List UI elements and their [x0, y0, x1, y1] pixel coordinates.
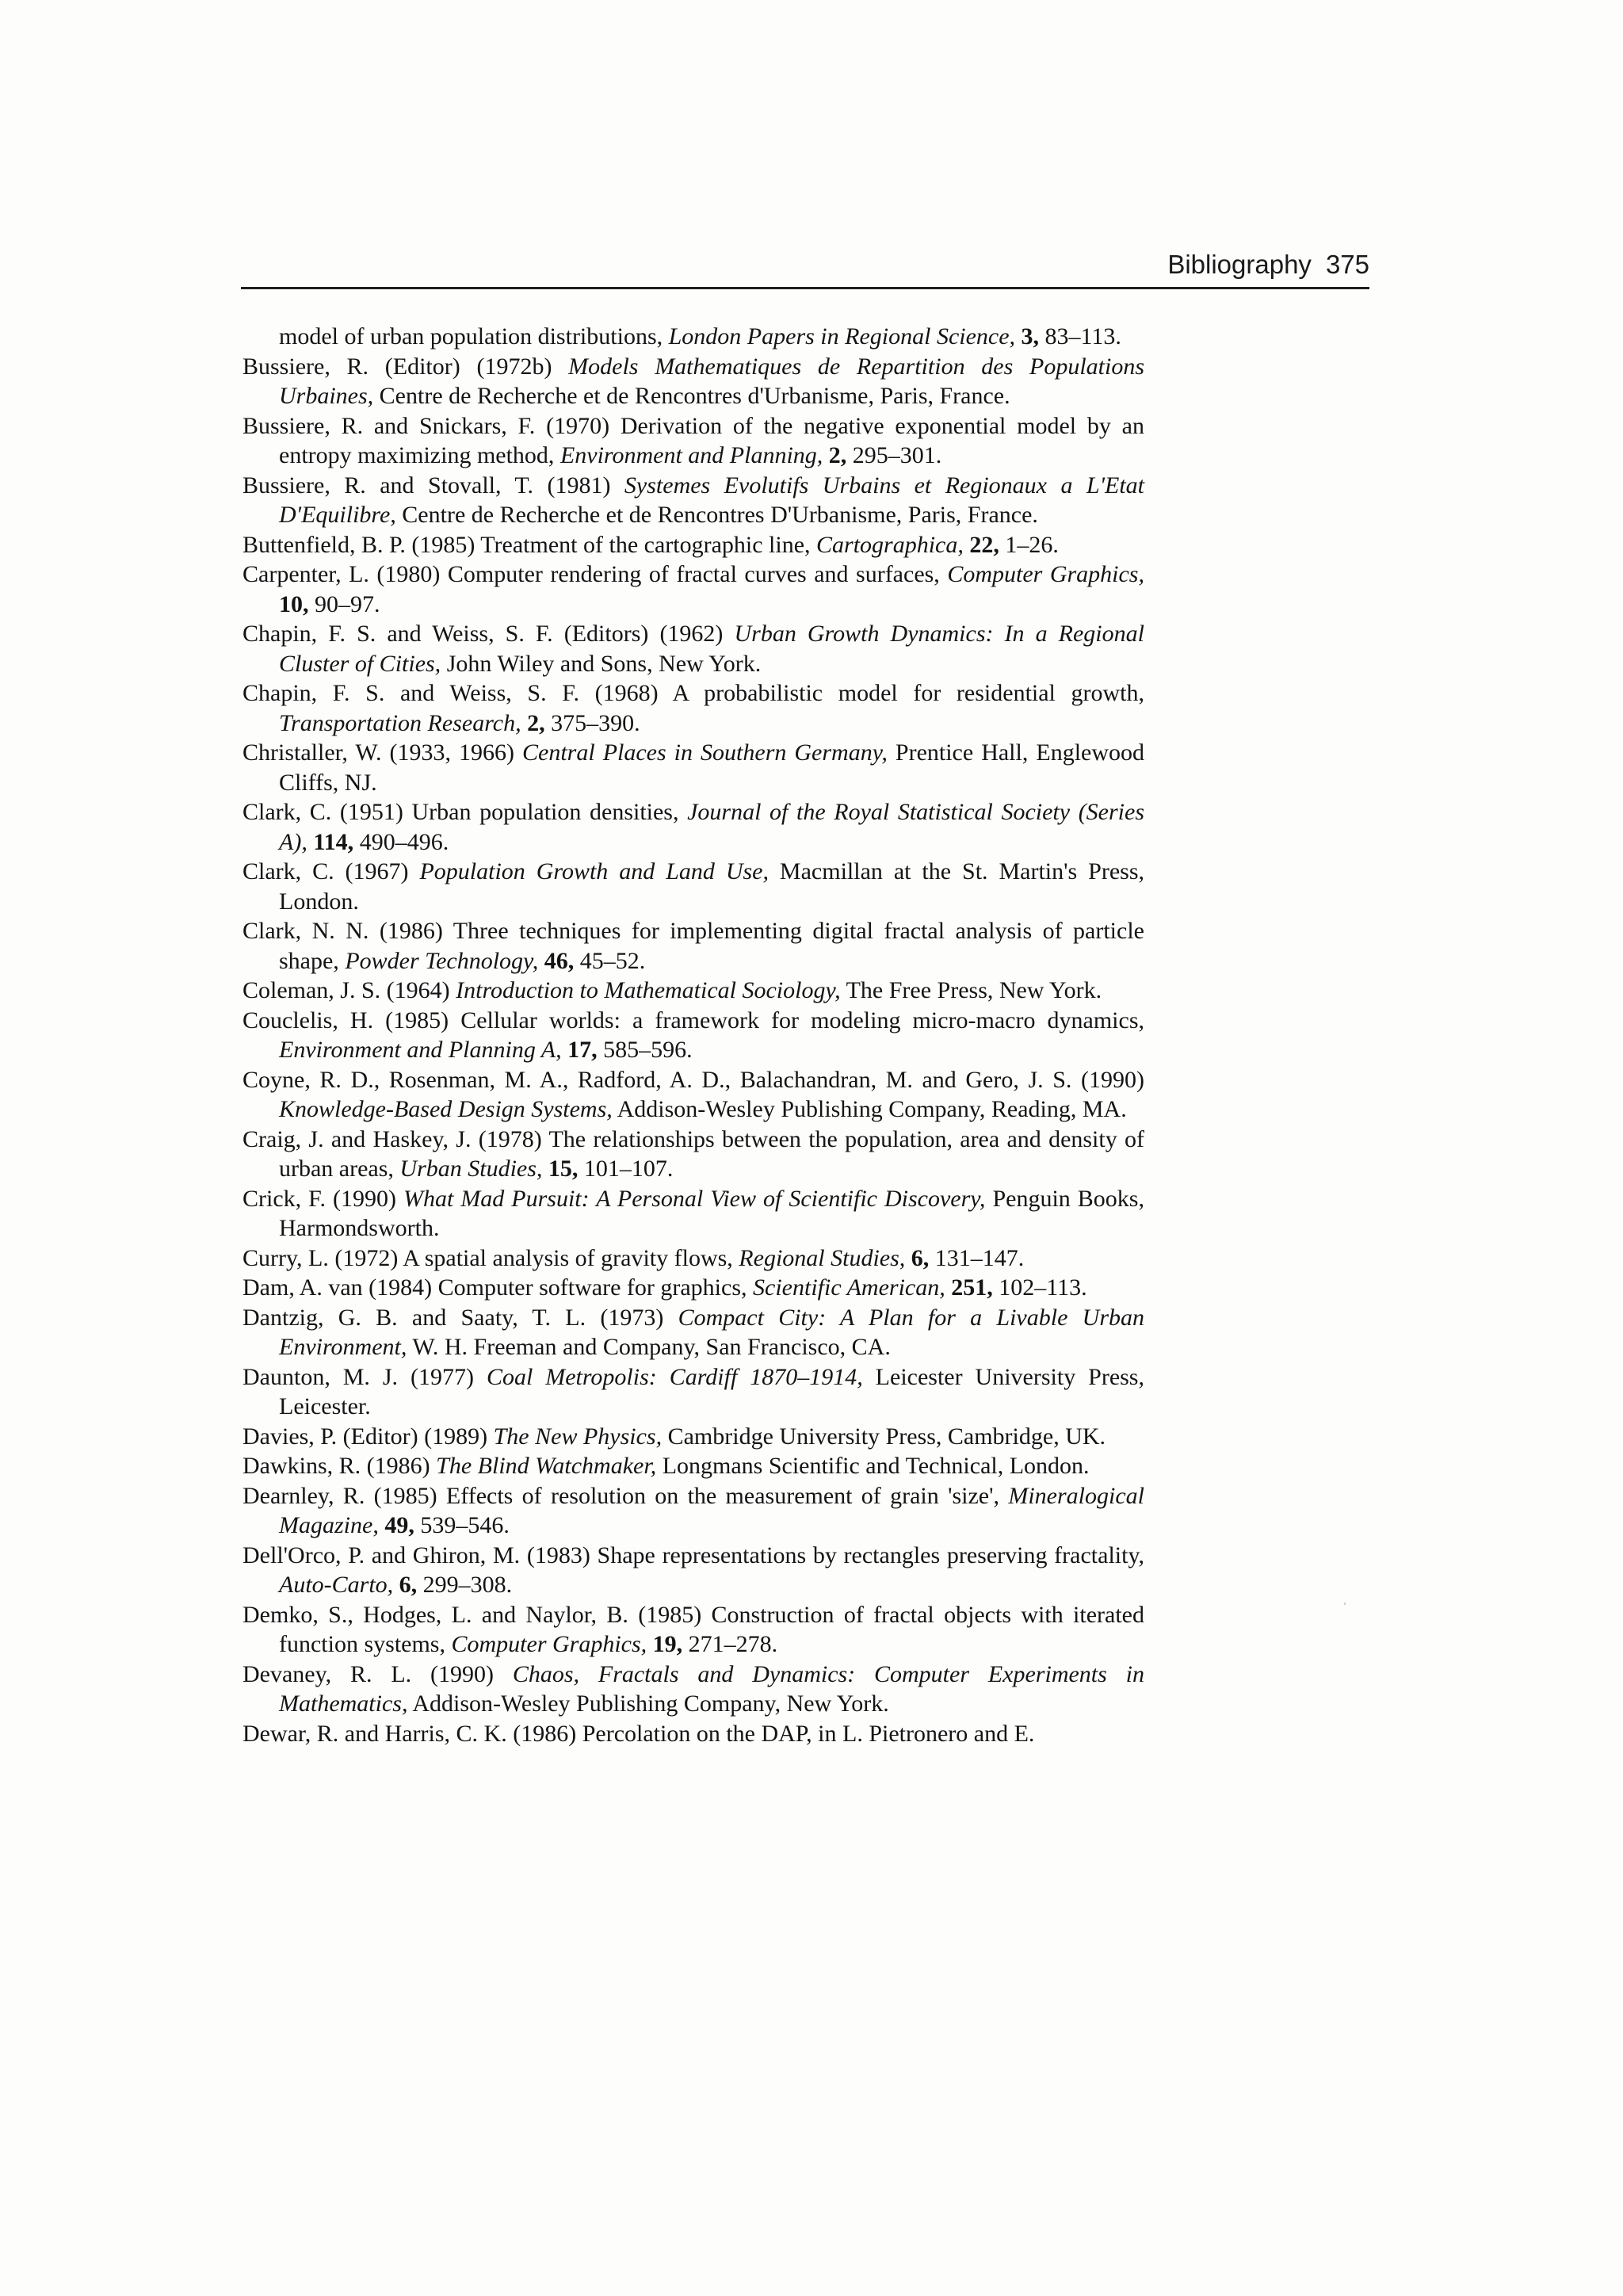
- scan-speck: [1344, 1603, 1346, 1605]
- entry-volume-bold: 251,: [951, 1274, 993, 1301]
- entry-text: 1–26.: [999, 531, 1059, 558]
- entry-volume-bold: 15,: [548, 1156, 579, 1182]
- bibliography-entry: [242, 560, 1144, 619]
- entry-text: Craig, J. and Haskey, J. (1978) The relationships between the population, area and density of urban areas,: [242, 1125, 1144, 1182]
- entry-text: Devaney, R. L. (1990): [242, 1660, 513, 1687]
- entry-volume-bold: 6,: [911, 1244, 930, 1271]
- bibliography-entry: [242, 916, 1144, 976]
- entry-text: Bussiere, R. and Snickars, F. (1970) Derivation of the negative exponential model by an entropy maximizing method,: [242, 412, 1144, 468]
- bibliography-entry: [242, 411, 1144, 471]
- entry-title-italic: Models Mathematiques de Repartition des Populations Urbaines,: [279, 353, 1144, 409]
- entry-text: [823, 442, 829, 468]
- entry-title-italic: Environment and Planning,: [559, 442, 823, 468]
- entry-text: Clark, C. (1951) Urban population densities,: [242, 799, 688, 825]
- entry-text: Dell'Orco, P. and Ghiron, M. (1983) Shape representations by rectangles preserving fractality,: [242, 1541, 1144, 1568]
- entry-text: Leicester University Press, Leicester.: [279, 1363, 1144, 1419]
- entry-title-italic: Cartographica,: [816, 531, 964, 558]
- entry-volume-bold: 49,: [384, 1512, 414, 1538]
- entry-text: Chapin, F. S. and Weiss, S. F. (Editors) (1962): [242, 621, 735, 647]
- entry-text: John Wiley and Sons, New York.: [441, 650, 762, 677]
- entry-title-italic: Population Growth and Land Use,: [419, 858, 769, 884]
- entry-text: Demko, S., Hodges, L. and Naylor, B. (1985) Construction of fractal objects with iterated function systems,: [242, 1601, 1144, 1657]
- entry-text: 375–390.: [544, 709, 640, 736]
- bibliography-entry: [242, 1541, 1144, 1600]
- bibliography-entry: [242, 1273, 1144, 1303]
- bibliography-entry: [242, 530, 1144, 560]
- entry-text: Addison-Wesley Publishing Company, New York.: [407, 1690, 889, 1717]
- entry-text: 490–496.: [353, 828, 449, 855]
- entry-title-italic: Coal Metropolis: Cardiff 1870–1914,: [486, 1363, 863, 1390]
- entry-title-italic: Chaos, Fractals and Dynamics: Computer Experiments in Mathematics,: [279, 1660, 1144, 1717]
- entry-text: 271–278.: [682, 1631, 778, 1657]
- entry-text: Christaller, W. (1933, 1966): [242, 739, 523, 766]
- entry-title-italic: Knowledge-Based Design Systems,: [279, 1096, 613, 1122]
- entry-title-italic: Mineralogical Magazine,: [279, 1482, 1144, 1538]
- bibliography-entry: [242, 1006, 1144, 1065]
- entry-text: Carpenter, L. (1980) Computer rendering of fractal curves and surfaces,: [242, 561, 948, 587]
- bibliography-entry: [242, 1660, 1144, 1719]
- entry-text: [538, 948, 544, 974]
- entry-text: [647, 1631, 653, 1657]
- bibliography-entry: [242, 1244, 1144, 1274]
- entry-text: Curry, L. (1972) A spatial analysis of gravity flows,: [242, 1244, 739, 1271]
- entry-title-italic: London Papers in Regional Science,: [668, 323, 1016, 350]
- bibliography-entry: [242, 1362, 1144, 1422]
- bibliography-entry: [242, 1600, 1144, 1660]
- entry-text: Centre de Recherche et de Rencontres D'Urbanisme, Paris, France.: [395, 502, 1038, 528]
- entry-text: 131–147.: [929, 1244, 1025, 1271]
- bibliography-entry: [242, 1303, 1144, 1362]
- bibliography-list: [242, 322, 1144, 1748]
- page-number: 375: [1325, 250, 1369, 279]
- bibliography-entry: [242, 1065, 1144, 1125]
- bibliography-entry: [242, 797, 1144, 857]
- entry-title-italic: Auto-Carto,: [279, 1572, 394, 1598]
- entry-volume-bold: 3,: [1021, 323, 1040, 350]
- entry-title-italic: What Mad Pursuit: A Personal View of Scientific Discovery,: [403, 1185, 986, 1212]
- entry-title-italic: Systemes Evolutifs Urbains et Regionaux a L'Etat D'Equilibre,: [279, 472, 1144, 528]
- entry-text: Macmillan at the St. Martin's Press, London.: [279, 858, 1144, 915]
- entry-text: 299–308.: [417, 1572, 513, 1598]
- entry-text: 90–97.: [308, 590, 380, 617]
- bibliography-entry: [242, 1422, 1144, 1452]
- entry-text: Addison-Wesley Publishing Company, Reading, MA.: [612, 1096, 1127, 1122]
- bibliography-entry: [242, 678, 1144, 738]
- entry-text: Centre de Recherche et de Rencontres d'Urbanisme, Paris, France.: [373, 383, 1010, 409]
- entry-text: Prentice Hall, Englewood Cliffs, NJ.: [279, 739, 1145, 796]
- entry-title-italic: Transportation Research,: [279, 709, 521, 736]
- entry-text: Clark, N. N. (1986) Three techniques for implementing digital fractal analysis of particle shape,: [242, 918, 1144, 974]
- entry-text: The Free Press, New York.: [840, 977, 1102, 1003]
- entry-volume-bold: 114,: [313, 828, 354, 855]
- entry-text: 295–301.: [846, 442, 942, 468]
- entry-title-italic: Urban Growth Dynamics: In a Regional Cluster of Cities,: [279, 621, 1144, 677]
- entry-text: Crick, F. (1990): [242, 1185, 403, 1212]
- bibliography-entry: [242, 857, 1144, 916]
- entry-text: Dewar, R. and Harris, C. K. (1986) Percolation on the DAP, in L. Pietronero and E.: [242, 1720, 1035, 1747]
- entry-text: Clark, C. (1967): [242, 858, 420, 884]
- entry-volume-bold: 19,: [652, 1631, 683, 1657]
- entry-text: Bussiere, R. (Editor) (1972b): [242, 353, 569, 380]
- entry-title-italic: Introduction to Mathematical Sociology,: [456, 977, 841, 1003]
- entry-text: W. H. Freeman and Company, San Francisco, CA.: [407, 1334, 891, 1360]
- entry-text: 102–113.: [992, 1274, 1087, 1301]
- entry-text: Penguin Books, Harmondsworth.: [279, 1185, 1144, 1241]
- entry-text: Couclelis, H. (1985) Cellular worlds: a framework for modeling micro-macro dynamics,: [242, 1007, 1144, 1033]
- entry-volume-bold: 46,: [544, 947, 575, 974]
- entry-title-italic: Powder Technology,: [345, 947, 539, 974]
- entry-text: Daunton, M. J. (1977): [242, 1363, 487, 1390]
- bibliography-entry-continuation: [242, 322, 1144, 352]
- bibliography-entry: [242, 1184, 1144, 1244]
- entry-title-italic: Scientific American,: [753, 1274, 945, 1301]
- header-text: [1167, 249, 1369, 281]
- entry-volume-bold: 22,: [969, 531, 999, 558]
- entry-text: 585–596.: [597, 1037, 693, 1063]
- entry-title-italic: Urban Studies,: [399, 1156, 543, 1182]
- entry-text: [542, 1156, 548, 1182]
- entry-title-italic: Computer Graphics,: [451, 1631, 647, 1657]
- entry-text: [905, 1245, 911, 1271]
- entry-volume-bold: 10,: [279, 590, 309, 617]
- entry-volume-bold: 6,: [399, 1572, 418, 1598]
- entry-text: Buttenfield, B. P. (1985) Treatment of the cartographic line,: [242, 531, 817, 558]
- entry-text: [393, 1572, 399, 1598]
- entry-volume-bold: 2,: [828, 442, 847, 468]
- entry-title-italic: Regional Studies,: [739, 1244, 906, 1271]
- entry-text: [521, 710, 528, 736]
- header-title: Bibliography: [1167, 250, 1312, 279]
- bibliography-entry: [242, 1125, 1144, 1184]
- entry-text: Dam, A. van (1984) Computer software for graphics,: [242, 1274, 754, 1301]
- entry-title-italic: Journal of the Royal Statistical Society (Series A),: [279, 799, 1144, 855]
- entry-text: Coleman, J. S. (1964): [242, 977, 456, 1003]
- entry-text: [1015, 323, 1022, 350]
- bibliography-entry: [242, 1451, 1144, 1481]
- entry-title-italic: Central Places in Southern Germany,: [522, 739, 888, 766]
- bibliography-entry: [242, 352, 1144, 411]
- entry-text: Longmans Scientific and Technical, London.: [656, 1453, 1090, 1479]
- entry-text: model of urban population distributions,: [279, 323, 669, 350]
- entry-text: Cambridge University Press, Cambridge, UK.: [662, 1423, 1106, 1450]
- bibliography-entry: [242, 471, 1144, 530]
- entry-text: Davies, P. (Editor) (1989): [242, 1423, 494, 1450]
- entry-text: 45–52.: [574, 947, 646, 974]
- bibliography-entry: [242, 1481, 1144, 1541]
- entry-text: Dantzig, G. B. and Saaty, T. L. (1973): [242, 1304, 678, 1331]
- entry-text: Bussiere, R. and Stovall, T. (1981): [242, 472, 624, 499]
- bibliography-entry: [242, 738, 1144, 797]
- entry-title-italic: Environment and Planning A,: [279, 1037, 562, 1063]
- entry-volume-bold: 2,: [527, 709, 545, 736]
- bibliography-entry: [242, 976, 1144, 1006]
- entry-text: Chapin, F. S. and Weiss, S. F. (1968) A probabilistic model for residential growth,: [242, 680, 1144, 706]
- entry-text: 83–113.: [1039, 323, 1121, 350]
- bibliography-entry: [242, 1719, 1144, 1749]
- entry-text: Dawkins, R. (1986): [242, 1453, 437, 1479]
- entry-title-italic: The Blind Watchmaker,: [436, 1453, 657, 1479]
- entry-text: Dearnley, R. (1985) Effects of resolution on the measurement of grain 'size',: [242, 1482, 1009, 1509]
- entry-title-italic: Computer Graphics,: [947, 561, 1144, 587]
- entry-title-italic: The New Physics,: [493, 1423, 663, 1450]
- running-head: [241, 249, 1369, 289]
- entry-text: 101–107.: [578, 1156, 674, 1182]
- entry-volume-bold: 17,: [567, 1037, 598, 1063]
- entry-text: 539–546.: [414, 1512, 510, 1538]
- entry-title-italic: Compact City: A Plan for a Livable Urban Environment,: [279, 1304, 1145, 1360]
- bibliography-entry: [242, 619, 1144, 678]
- entry-text: Coyne, R. D., Rosenman, M. A., Radford, A. D., Balachandran, M. and Gero, J. S. (1990): [242, 1066, 1144, 1093]
